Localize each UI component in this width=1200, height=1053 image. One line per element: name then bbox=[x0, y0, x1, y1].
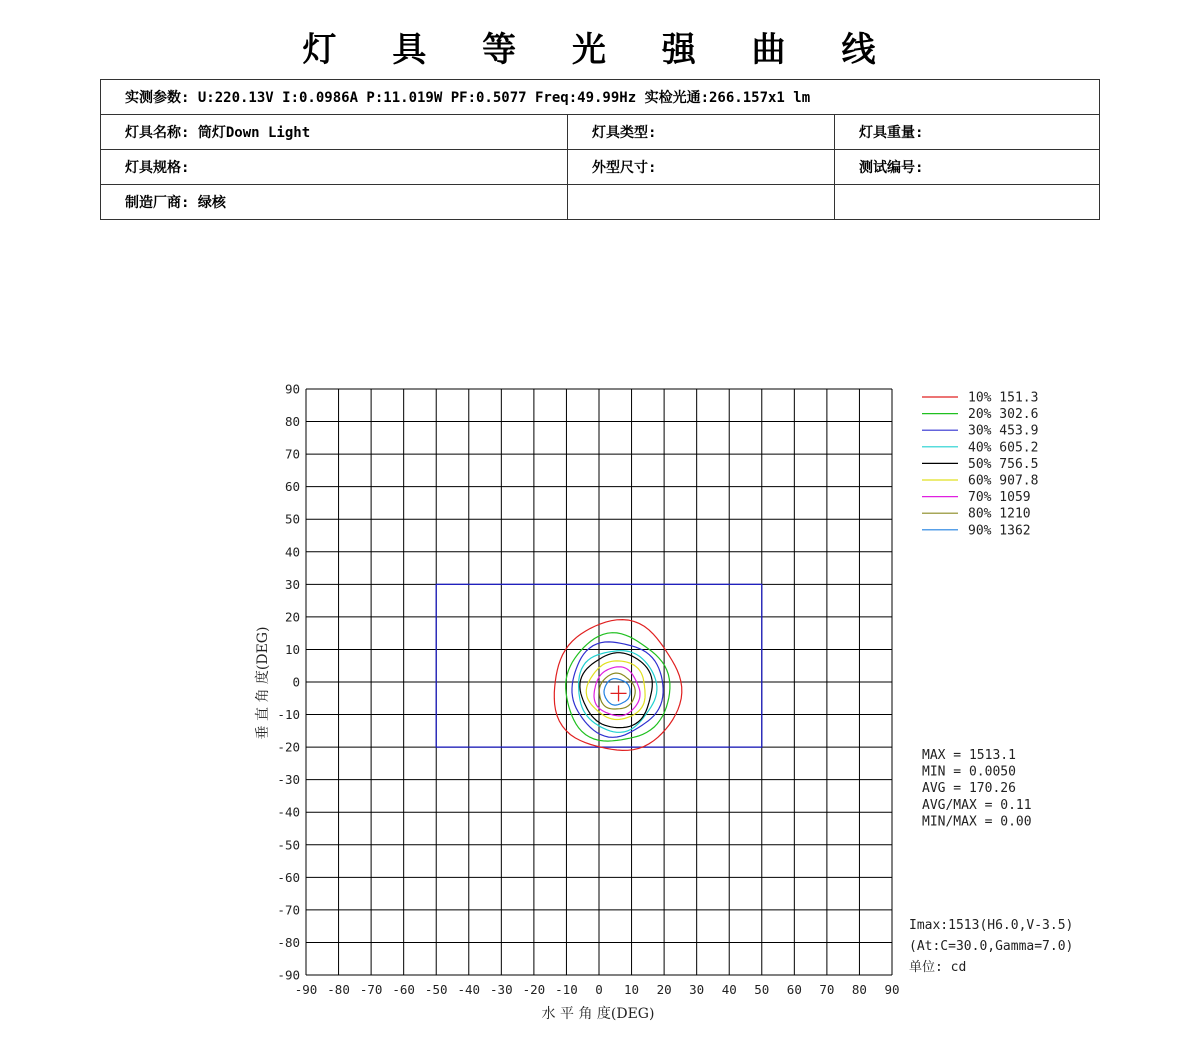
manufacturer: 制造厂商: 绿核 bbox=[101, 185, 568, 220]
imax-line: Imax:1513(H6.0,V-3.5) bbox=[909, 918, 1074, 933]
x-tick-label: 30 bbox=[689, 982, 705, 997]
x-axis-label: 水 平 角 度(DEG) bbox=[541, 1006, 655, 1022]
y-tick-label: 70 bbox=[284, 446, 300, 462]
y-tick-label: 0 bbox=[292, 674, 300, 690]
stat-line: MIN = 0.0050 bbox=[922, 764, 1016, 780]
contour-3 bbox=[572, 642, 663, 737]
legend-entry: 40% 605.2 bbox=[968, 440, 1039, 456]
x-tick-label: 80 bbox=[851, 982, 867, 997]
y-tick-label: -70 bbox=[277, 902, 300, 918]
x-tick-label: -90 bbox=[294, 982, 318, 997]
legend-entry: 60% 907.8 bbox=[968, 473, 1039, 489]
y-tick-label: -30 bbox=[277, 772, 300, 788]
x-tick-label: 40 bbox=[721, 982, 737, 997]
stat-line: AVG/MAX = 0.11 bbox=[922, 797, 1032, 813]
y-tick-label: -60 bbox=[277, 869, 300, 885]
x-tick-label: -10 bbox=[555, 982, 578, 997]
chart-contours bbox=[554, 620, 682, 751]
y-tick-label: 40 bbox=[284, 544, 300, 560]
stat-line: AVG = 170.26 bbox=[922, 781, 1016, 797]
x-tick-label: -30 bbox=[490, 982, 513, 997]
x-tick-label: -20 bbox=[522, 982, 546, 997]
stat-line: MAX = 1513.1 bbox=[922, 748, 1016, 763]
legend-entry: 20% 302.6 bbox=[968, 407, 1039, 423]
imax-line: 单位: cd bbox=[909, 960, 967, 975]
x-tick-label: -50 bbox=[424, 982, 448, 997]
y-tick-label: -50 bbox=[277, 837, 300, 853]
y-tick-label: 10 bbox=[284, 641, 300, 657]
x-tick-label: 20 bbox=[656, 982, 672, 997]
lamp-type: 灯具类型: bbox=[568, 115, 835, 150]
lamp-size: 外型尺寸: bbox=[568, 150, 835, 185]
y-tick-label: 80 bbox=[284, 414, 300, 430]
y-tick-label: 30 bbox=[284, 576, 300, 592]
y-tick-label: -80 bbox=[277, 934, 300, 950]
legend-entry: 80% 1210 bbox=[968, 506, 1031, 522]
x-tick-label: -60 bbox=[392, 982, 415, 997]
page-title: 灯 具 等 光 强 曲 线 bbox=[302, 30, 898, 70]
stat-line: MIN/MAX = 0.00 bbox=[922, 814, 1032, 830]
y-tick-label: 90 bbox=[284, 381, 300, 397]
y-tick-label: -90 bbox=[277, 967, 300, 983]
x-tick-label: 10 bbox=[624, 982, 640, 997]
chart-legend bbox=[922, 391, 1038, 539]
x-tick-label: 50 bbox=[754, 982, 770, 997]
x-tick-label: -80 bbox=[327, 982, 350, 997]
legend-entry: 30% 453.9 bbox=[968, 423, 1039, 439]
lamp-weight: 灯具重量: bbox=[835, 115, 1100, 150]
legend-entry: 70% 1059 bbox=[968, 490, 1031, 506]
legend-entry: 90% 1362 bbox=[968, 523, 1031, 539]
y-tick-label: 50 bbox=[284, 511, 300, 527]
chart-imax-info bbox=[909, 918, 1073, 975]
contour-9 bbox=[604, 679, 630, 705]
lamp-spec: 灯具规格: bbox=[101, 150, 568, 185]
lamp-name: 灯具名称: 筒灯Down Light bbox=[101, 115, 568, 150]
y-tick-label: -20 bbox=[277, 739, 300, 755]
legend-entry: 10% 151.3 bbox=[968, 390, 1039, 406]
test-number: 测试编号: bbox=[835, 150, 1100, 185]
chart-peak bbox=[611, 685, 627, 701]
measured-params: 实测参数: U:220.13V I:0.0986A P:11.019W PF:0.5077 Freq:49.99Hz 实检光通:266.157x1 lm bbox=[101, 80, 1100, 115]
y-tick-label: -40 bbox=[277, 804, 300, 820]
x-tick-label: 70 bbox=[819, 982, 835, 997]
y-tick-label: -10 bbox=[277, 707, 300, 723]
legend-entry: 50% 756.5 bbox=[968, 456, 1039, 472]
x-tick-label: -70 bbox=[359, 982, 383, 997]
x-tick-label: 0 bbox=[595, 982, 603, 997]
x-tick-label: 90 bbox=[884, 982, 900, 997]
contour-5 bbox=[580, 653, 652, 728]
y-tick-label: 60 bbox=[284, 479, 300, 495]
chart-grid bbox=[306, 389, 892, 975]
y-tick-label: 20 bbox=[284, 609, 300, 625]
x-tick-label: 60 bbox=[786, 982, 802, 997]
imax-line: (At:C=30.0,Gamma=7.0) bbox=[909, 939, 1074, 954]
y-axis-label: 垂 直 角 度(DEG) bbox=[255, 626, 271, 740]
chart-stats bbox=[922, 748, 1032, 829]
x-tick-label: -40 bbox=[457, 982, 481, 997]
